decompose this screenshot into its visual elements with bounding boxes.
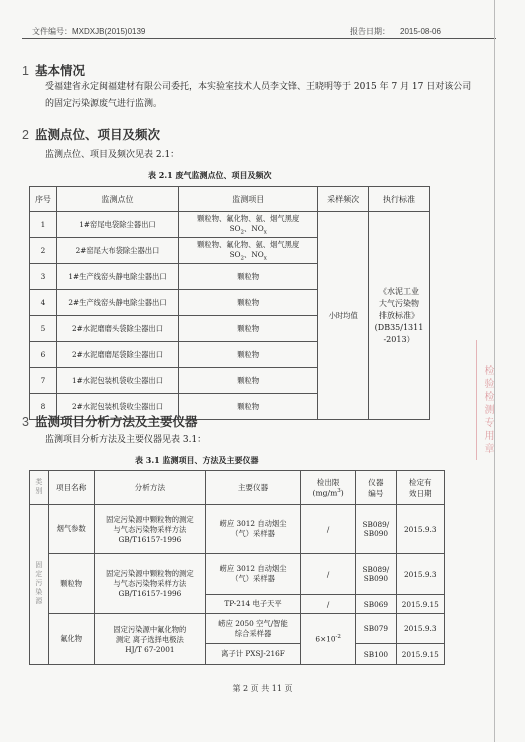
frequency-cell: 小时均值	[318, 212, 369, 420]
row-point: 1#水泥包装机袋收尘器出口	[56, 368, 178, 394]
col-method: 分析方法	[94, 471, 205, 505]
col-valid-date	[396, 471, 444, 505]
row-seq: 2	[30, 238, 57, 264]
instrument-line: 崂应 3012 自动烟尘	[219, 564, 287, 573]
number-line: SB089/	[362, 520, 390, 529]
detection-limit-unit: $(mg/m^3)$	[312, 488, 344, 498]
method-line: 与气态污染物采样方法	[113, 524, 187, 534]
row-item: 氟化物	[48, 614, 94, 665]
instrument-line: 综合采样器	[234, 628, 272, 638]
instrument-line: （气）采样器	[231, 574, 275, 583]
section-3-title: 监测项目分析方法及主要仪器	[34, 415, 198, 429]
file-number-label: 文件编号：	[32, 27, 72, 36]
number-line: SB089/	[362, 565, 390, 574]
row-method	[94, 505, 205, 554]
standard-cell	[369, 212, 430, 420]
valid-date-header-1: 检定有	[408, 477, 432, 487]
row-item-line2: $SO_2$、$NO_x$	[229, 249, 267, 262]
method-line: 固定污染源中颗粒物的测定	[106, 569, 194, 578]
row-seq: 4	[30, 290, 57, 316]
section-3-intro: 监测项目分析方法及主要仪器见表 3.1：	[45, 435, 207, 445]
row-point: 1#窑尾电袋除尘器出口	[56, 212, 178, 238]
row-number: SB100	[356, 644, 396, 665]
row-instrument: TP-214 电子天平	[206, 595, 301, 614]
table-3-1-caption: 表 3.1 监测项目、方法及主要仪器	[135, 455, 259, 465]
table-row	[30, 614, 445, 644]
number-line: SB090	[363, 529, 389, 538]
row-item-line1: 颗粒物、氟化物、氨、烟气黑度	[197, 213, 300, 223]
file-number-value: MXDXJB(2015)0139	[72, 27, 146, 36]
col-standard: 执行标准	[369, 187, 430, 212]
row-method	[94, 614, 205, 665]
row-point: 2#生产线窑头静电除尘器出口	[56, 290, 178, 316]
monitoring-points-table	[29, 186, 430, 420]
row-valid: 2015.9.3	[396, 554, 444, 595]
instrument-line: 崂应 2050 空气/智能	[218, 618, 288, 628]
table-row	[30, 212, 430, 238]
standard-line: 大气污染物	[379, 298, 419, 308]
method-line: HJ/T 67-2001	[125, 644, 175, 654]
row-number: SB069	[356, 595, 396, 614]
report-date-label: 报告日期：	[350, 27, 390, 36]
row-limit: $6\times 10^{-2}$	[300, 614, 355, 665]
method-line: GB/T16157-1996	[118, 589, 182, 598]
row-valid: 2015.9.15	[396, 595, 444, 614]
section-2-heading	[22, 125, 160, 143]
detection-limit-header: 检出限	[316, 478, 340, 488]
row-seq: 8	[30, 394, 57, 420]
table-2-1-caption: 表 2.1 废气监测点位、项目及频次	[148, 170, 272, 180]
row-seq: 6	[30, 342, 57, 368]
instrument-no-header-2: 编号	[368, 488, 384, 498]
file-number	[32, 26, 145, 37]
section-1-number: 1	[22, 64, 29, 78]
row-valid: 2015.9.15	[396, 644, 444, 665]
row-point: 2#水泥磨磨尾袋除尘器出口	[56, 342, 178, 368]
section-1-heading	[22, 61, 85, 79]
col-point: 监测点位	[56, 187, 178, 212]
page-footer: 第 2 页 共 11 页	[232, 684, 293, 693]
methods-table	[29, 470, 445, 665]
row-point: 2#水泥磨磨头袋除尘器出口	[56, 316, 178, 342]
row-item-line1: 颗粒物、氟化物、氨、烟气黑度	[197, 239, 300, 249]
row-instrument: 离子计 PXSJ-216F	[206, 644, 301, 665]
row-item: 颗粒物	[179, 368, 318, 394]
row-number	[356, 505, 396, 554]
row-item	[179, 238, 318, 264]
row-item: 颗粒物	[179, 290, 318, 316]
row-instrument	[206, 554, 301, 595]
row-limit: /	[300, 595, 355, 614]
col-category	[30, 471, 49, 505]
col-item: 项目名称	[48, 471, 94, 505]
row-item: 烟气参数	[48, 505, 94, 554]
row-valid: 2015.9.3	[396, 614, 444, 644]
seal-stamp-text: 检验检测专用章	[482, 365, 493, 456]
standard-line: 《水泥工业	[379, 286, 419, 296]
row-seq: 5	[30, 316, 57, 342]
instrument-line: （气）采样器	[231, 529, 275, 538]
category-header: 类别	[34, 477, 43, 496]
row-point: 2#窑尾大布袋除尘器出口	[56, 238, 178, 264]
row-item: 颗粒物	[179, 264, 318, 290]
section-1-body: 受福建省永定闽福建材有限公司委托，本实验室技术人员李文锋、王晓明等于 2015 年 7 月 17 日对该公司的固定污染源废气进行监测。	[45, 82, 472, 109]
row-item: 颗粒物	[179, 394, 318, 420]
col-instrument: 主要仪器	[206, 471, 301, 505]
row-item-line2: $SO_2$、$NO_x$	[229, 223, 267, 236]
standard-line: 排放标准》	[379, 310, 419, 320]
row-valid: 2015.9.3	[396, 505, 444, 554]
col-detection-limit	[300, 471, 355, 505]
report-date-value: 2015-08-06	[400, 27, 441, 36]
instrument-no-header-1: 仪器	[368, 477, 384, 487]
method-line: GB/T16157-1996	[118, 534, 182, 544]
header-rule	[22, 38, 496, 39]
row-point: 1#生产线窑头静电除尘器出口	[56, 264, 178, 290]
instrument-line: 崂应 3012 自动烟尘	[219, 519, 287, 528]
method-line: 测定 离子选择电极法	[115, 634, 184, 644]
category-cell	[30, 505, 49, 665]
row-point: 2#水泥包装机袋收尘器出口	[56, 394, 178, 420]
method-line: 与气态污染物采样方法	[113, 579, 187, 588]
section-2-number: 2	[22, 128, 29, 142]
category-label: 固定污染源	[34, 561, 43, 606]
row-seq: 1	[30, 212, 57, 238]
row-item: 颗粒物	[48, 554, 94, 614]
table-row	[30, 505, 445, 554]
row-number: SB079	[356, 614, 396, 644]
col-item: 监测项目	[179, 187, 318, 212]
section-3-heading	[22, 412, 197, 430]
valid-date-header-2: 效日期	[408, 488, 432, 498]
row-instrument	[206, 505, 301, 554]
row-method	[94, 554, 205, 614]
section-1-title: 基本情况	[34, 64, 85, 78]
col-seq: 序号	[30, 187, 57, 212]
row-limit: /	[300, 505, 355, 554]
row-number	[356, 554, 396, 595]
number-line: SB090	[363, 574, 389, 583]
standard-line: (DB35/1311	[374, 322, 424, 332]
row-seq: 7	[30, 368, 57, 394]
row-limit: /	[300, 554, 355, 595]
section-2-intro: 监测点位、项目及频次见表 2.1：	[45, 150, 180, 160]
report-date	[350, 26, 441, 37]
col-instrument-no	[356, 471, 396, 505]
section-2-title: 监测点位、项目及频次	[34, 128, 160, 142]
row-item: 颗粒物	[179, 316, 318, 342]
method-line: 固定污染源中氟化物的	[113, 624, 187, 634]
row-item	[179, 212, 318, 238]
row-item: 颗粒物	[179, 342, 318, 368]
col-freq: 采样频次	[318, 187, 369, 212]
method-line: 固定污染源中颗粒物的测定	[106, 514, 194, 524]
row-seq: 3	[30, 264, 57, 290]
standard-line: -2013）	[383, 334, 415, 344]
row-instrument	[206, 614, 301, 644]
section-3-number: 3	[22, 415, 29, 429]
table-row	[30, 554, 445, 595]
